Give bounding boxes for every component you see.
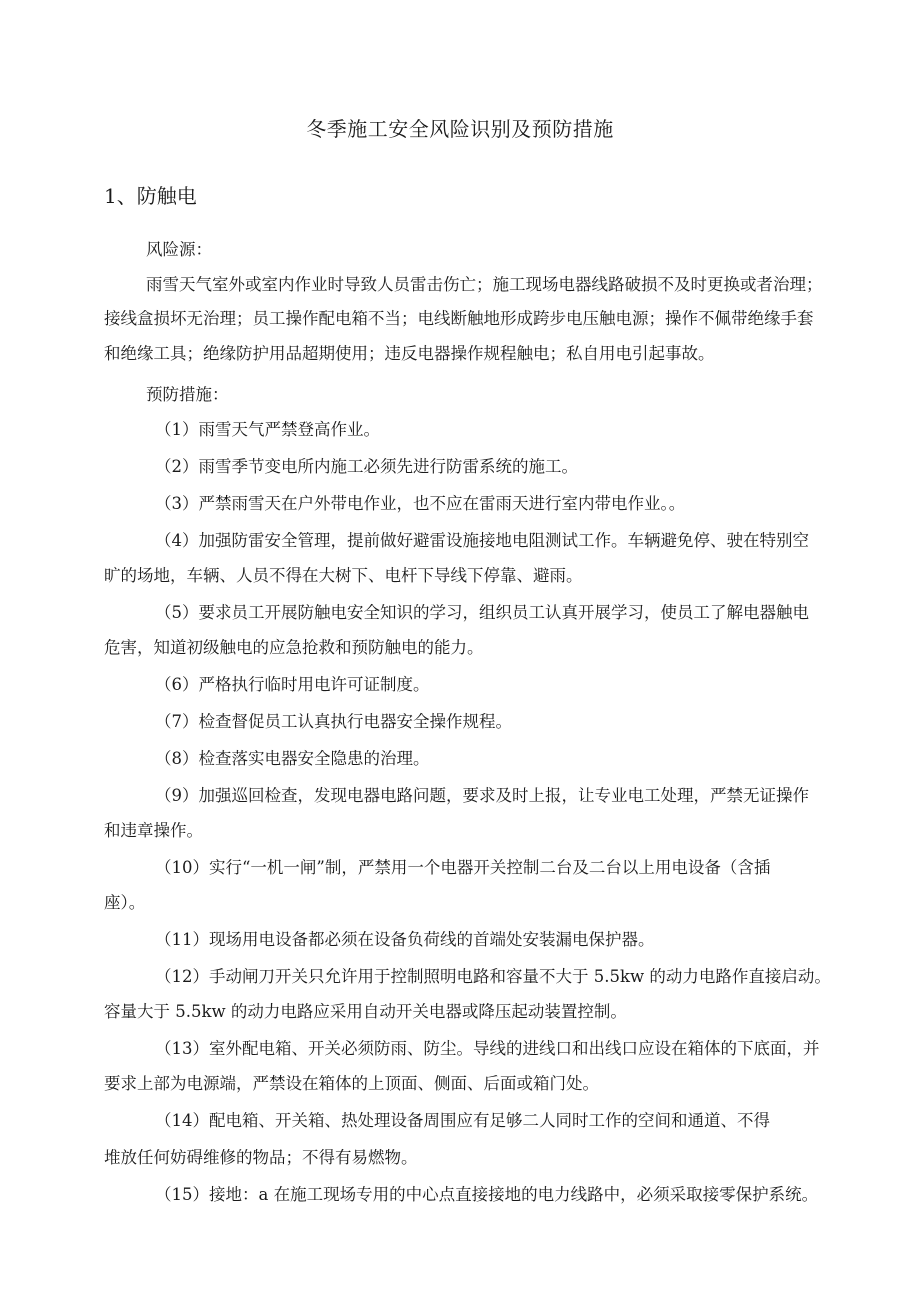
measure-item: （12）手动闸刀开关只允许用于控制照明电路和容量不大于 5.5kw 的动力电路作直接启动。 [155, 967, 831, 986]
risk-line: 和绝缘工具；绝缘防护用品超期使用；违反电器操作规程触电；私自用电引起事故。 [104, 344, 715, 363]
measures-label: 预防措施： [146, 385, 229, 404]
measure-item-continued: 和违章操作。 [104, 821, 203, 840]
measure-item: （15）接地：a 在施工现场专用的中心点直接接地的电力线路中，必须采取接零保护系统。 [155, 1185, 819, 1204]
risk-line: 接线盒损坏无治理；员工操作配电箱不当；电线断触地形成跨步电压触电源；操作不佩带绝缘手套 [104, 309, 814, 328]
measure-item: （7）检查督促员工认真执行电器安全操作规程。 [155, 712, 512, 731]
section-heading: 1、防触电 [104, 184, 197, 208]
measure-item-continued: 危害，知道初级触电的应急抢救和预防触电的能力。 [104, 638, 484, 657]
measure-item: （9）加强巡回检查，发现电器电路问题，要求及时上报，让专业电工处理，严禁无证操作 [155, 786, 809, 805]
measure-item: （1）雨雪天气严禁登高作业。 [155, 420, 380, 439]
measure-item: （10）实行“一机一闸”制，严禁用一个电器开关控制二台及二台以上用电设备（含插 [155, 858, 771, 877]
measure-item: （8）检查落实电器安全隐患的治理。 [155, 749, 430, 768]
measure-item: （13）室外配电箱、开关必须防雨、防尘。导线的进线口和出线口应设在箱体的下底面，并 [155, 1039, 820, 1058]
risk-label: 风险源： [146, 240, 212, 259]
risk-line: 雨雪天气室外或室内作业时导致人员雷击伤亡；施工现场电器线路破损不及时更换或者治理； [146, 275, 823, 294]
measure-item: （11）现场用电设备都必须在设备负荷线的首端处安装漏电保护器。 [155, 930, 655, 949]
measure-item: （3）严禁雨雪天在户外带电作业，也不应在雷雨天进行室内带电作业。。 [155, 494, 686, 513]
measure-item: （4）加强防雷安全管理，提前做好避雷设施接地电阻测试工作。车辆避免停、驶在特别空 [155, 531, 809, 550]
measure-item: （2）雨雪季节变电所内施工必须先进行防雷系统的施工。 [155, 457, 578, 476]
measure-item: （5）要求员工开展防触电安全知识的学习，组织员工认真开展学习，使员工了解电器触电 [155, 603, 809, 622]
measure-item-continued: 座）。 [104, 893, 146, 912]
measure-item-continued: 要求上部为电源端，严禁设在箱体的上顶面、侧面、后面或箱门处。 [104, 1074, 599, 1093]
document-title: 冬季施工安全风险识别及预防措施 [306, 117, 614, 141]
measure-item: （6）严格执行临时用电许可证制度。 [155, 675, 430, 694]
measure-item-continued: 堆放任何妨碍维修的物品；不得有易燃物。 [104, 1148, 418, 1167]
measure-item: （14）配电箱、开关箱、热处理设备周围应有足够二人同时工作的空间和通道、不得 [155, 1111, 770, 1130]
measure-item-continued: 容量大于 5.5kw 的动力电路应采用自动开关电器或降压起动装置控制。 [104, 1002, 627, 1021]
measure-item-continued: 旷的场地，车辆、人员不得在大树下、电杆下导线下停靠、避雨。 [104, 566, 583, 585]
